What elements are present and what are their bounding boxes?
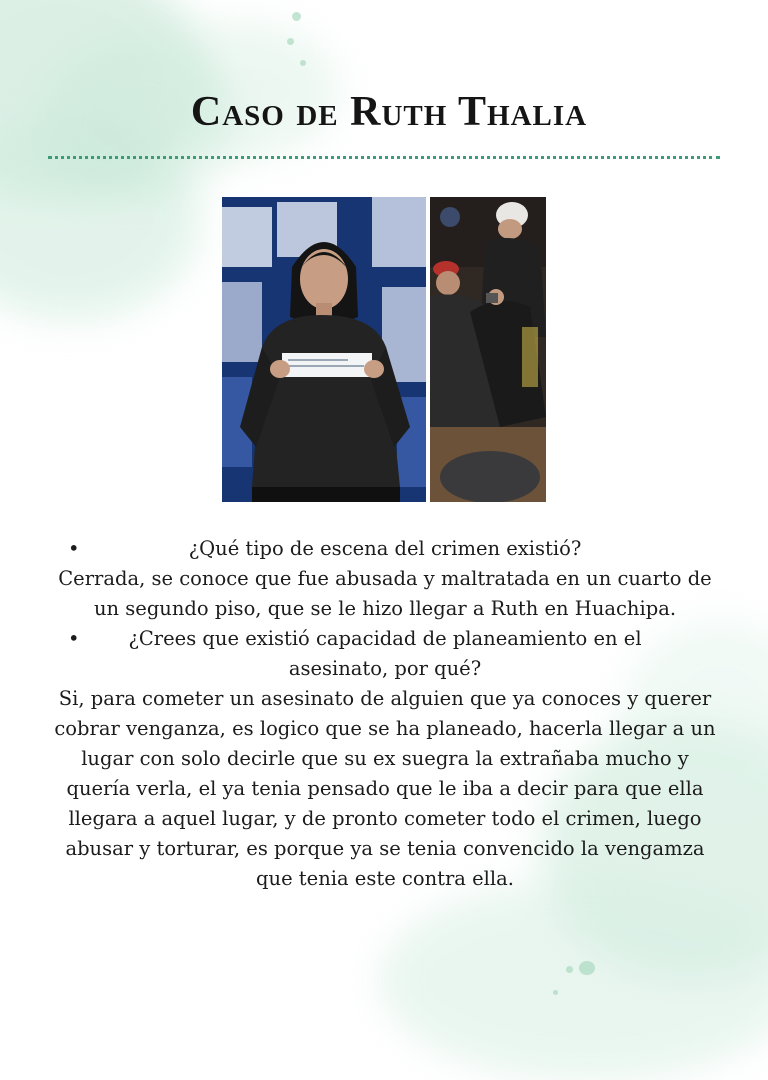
bullet-icon: • [68,627,80,650]
dotted-divider [48,156,720,159]
question-item [50,624,720,684]
paint-speck [566,966,573,973]
questions-answers [50,534,720,894]
paint-speck [553,990,558,995]
paint-speck [300,60,306,66]
paint-speck [287,38,294,45]
police-crime-scene-photo [430,197,546,502]
question-text: ¿Qué tipo de escena del crimen existió? [188,537,582,560]
paint-speck [579,961,595,975]
question-text: ¿Crees que existió capacidad de planeamiento en el asesinato, por qué? [128,627,642,680]
watercolor-wash [380,880,768,1080]
answer-text: Si, para cometer un asesinato de alguien que ya conoces y querer cobrar venganza, es logico que se ha planeado, hacerla llegar a un lugar con solo decirle que su ex suegra la extrañaba mucho y quería verla, el ya tenia pensado que le iba a decir para que ella llegara a aquel lugar, y de pronto cometer todo el crimen, luego abusar y torturar, es porque ya se tenia convencido la vengamza que tenia este contra ella. [54,687,716,890]
answer-text: Cerrada, se conoce que fue abusada y maltratada en un cuarto de un segundo piso, que se le hizo llegar a Ruth en Huachipa. [58,567,712,620]
question-item [50,534,720,564]
woman-holding-check-photo [222,197,426,502]
page-title: Caso de Ruth Thalia [190,89,588,135]
bullet-icon: • [68,537,80,560]
paint-speck [292,12,301,21]
